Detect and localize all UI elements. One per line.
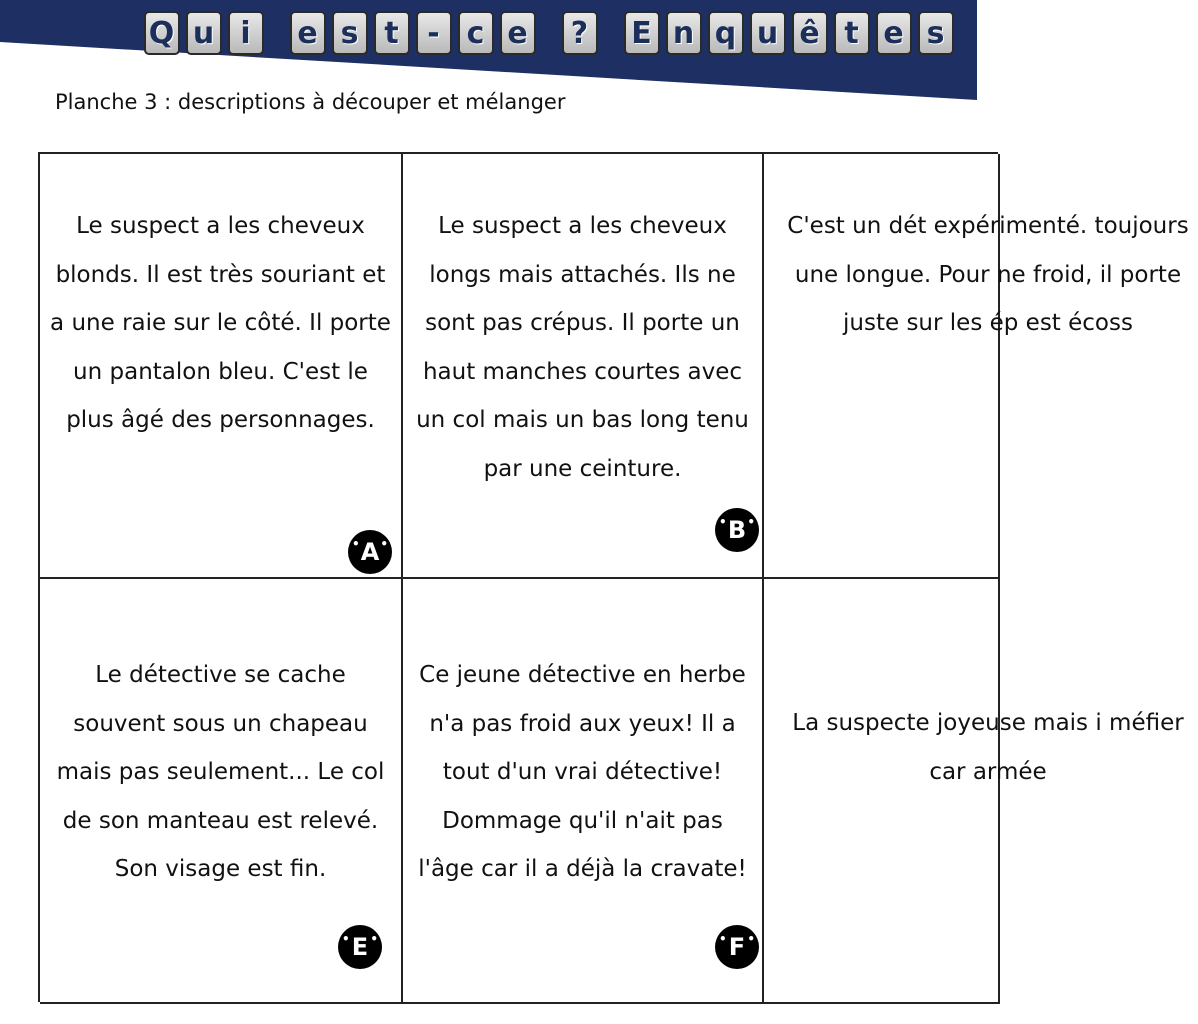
title-letter-tile: e: [500, 11, 536, 55]
card-text: Le suspect a les cheveux longs mais attachés. Ils ne sont pas crépus. Il porte un haut manches courtes avec un col mais un bas long tenu par une ceinture.: [416, 213, 749, 482]
title-letter-tile: t: [834, 11, 870, 55]
card-g-cropped: [764, 579, 1184, 1004]
card-text: Ce jeune détective en herbe n'a pas froid aux yeux! Il a tout d'un vrai détective! Dommage qu'il n'ait pas l'âge car il a déjà la cravate!: [418, 662, 747, 882]
title-letter-tile: i: [228, 11, 264, 55]
title-letter-tile: c: [458, 11, 494, 55]
card-a: [40, 154, 403, 579]
title-letter-tile: e: [876, 11, 912, 55]
title-letter-tile: s: [332, 11, 368, 55]
card-e: [40, 579, 403, 1004]
title-letter-tile: -: [416, 11, 452, 55]
title-letter-tile: Q: [144, 11, 180, 55]
subtitle: Planche 3 : descriptions à découper et mélanger: [55, 90, 566, 114]
badge-b: • B •: [715, 508, 759, 552]
cards-grid: [38, 152, 1189, 1002]
card-text: La suspecte joyeuse mais i méfier car armée: [792, 710, 1184, 785]
badge-e: • E •: [338, 925, 382, 969]
title-letter-tile: u: [750, 11, 786, 55]
card-text: Le détective se cache souvent sous un chapeau mais pas seulement... Le col de son manteau est relevé. Son visage est fin.: [56, 662, 385, 882]
title-letter-tile: E: [624, 11, 660, 55]
title-letter-tile: q: [708, 11, 744, 55]
title-letter-tile: ?: [562, 11, 598, 55]
card-text: Le suspect a les cheveux blonds. Il est très souriant et a une raie sur le côté. Il porte un pantalon bleu. C'est le plus âgé des personnages.: [50, 213, 391, 433]
title-letter-tile: e: [290, 11, 326, 55]
card-b: [403, 154, 764, 579]
title-letter-tile: t: [374, 11, 410, 55]
badge-f: • F •: [715, 925, 759, 969]
title-letter-tile: ê: [792, 11, 828, 55]
card-f: [403, 579, 764, 1004]
badge-a: • A •: [348, 530, 392, 574]
title-letter-tile: u: [186, 11, 222, 55]
card-c-cropped: [764, 154, 1189, 579]
title-letter-tile: n: [666, 11, 702, 55]
title-gap: [542, 11, 556, 55]
card-text: C'est un dét expérimenté. toujours une longue. Pour ne froid, il porte juste sur les ép est écoss: [787, 213, 1189, 336]
title-gap: [604, 11, 618, 55]
page-title: [0, 2, 977, 64]
title-gap: [270, 11, 284, 55]
title-letter-tile: s: [918, 11, 954, 55]
